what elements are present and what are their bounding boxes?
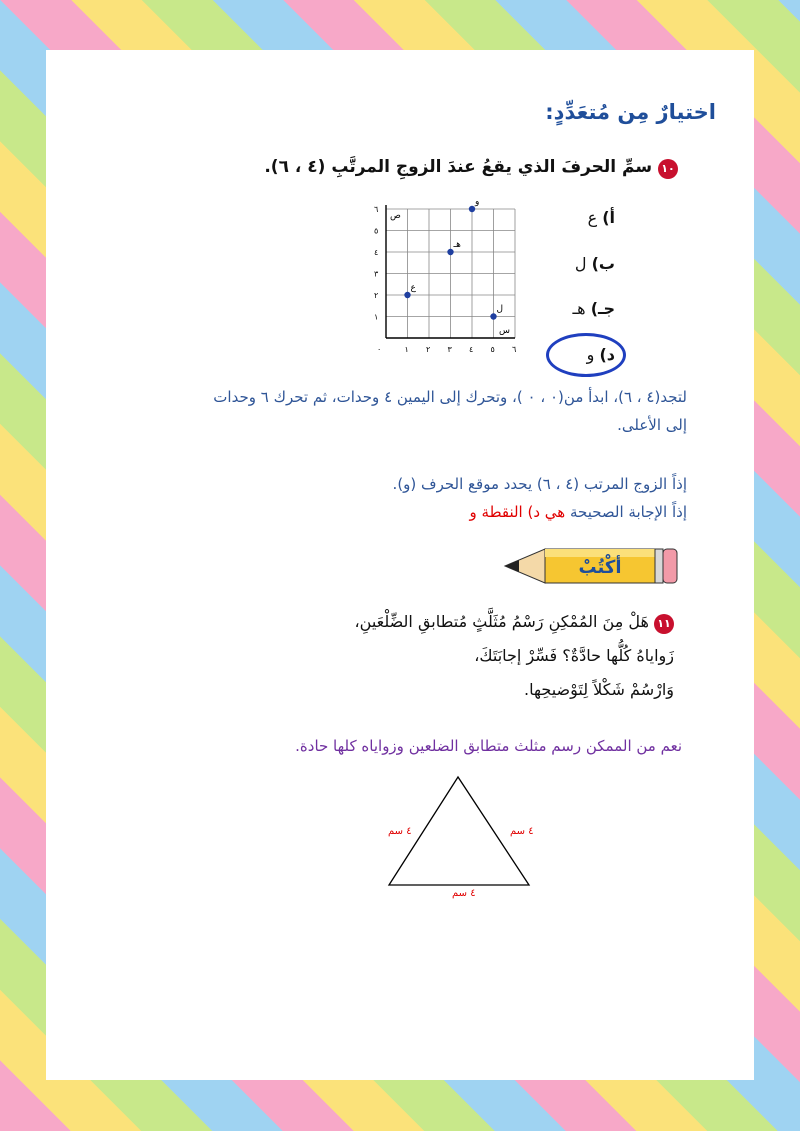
question-1 bbox=[264, 157, 678, 179]
option-c[interactable]: جـ) هـ bbox=[572, 299, 615, 318]
answer-2: نعم من الممكن رسم مثلث متطابق الضلعين وزواياه كلها حادة. bbox=[295, 737, 682, 755]
pencil-lead bbox=[505, 560, 519, 572]
section-title: اختيارٌ مِن مُتعَدِّدٍ: bbox=[545, 100, 716, 124]
x-tick-label: ١ bbox=[404, 345, 409, 354]
explanation-line-1: لتجد(٤ ، ٦)، ابدأ من(٠ ، ٠ )، وتحرك إلى اليمين ٤ وحدات، ثم تحرك ٦ وحدات bbox=[213, 388, 687, 406]
y-tick-label: ٦ bbox=[374, 205, 379, 214]
question-1-text: سمِّ الحرفَ الذي يقعُ عندَ الزوجِ المرتَّبِ (٤ ، ٦). bbox=[264, 157, 653, 177]
question-2 bbox=[354, 605, 674, 707]
triangle-right-side-label: ٤ سم bbox=[510, 826, 534, 837]
grid-point-label: و bbox=[475, 197, 480, 207]
question-2-line-2: زَواياهُ كُلُّها حادَّةٌ؟ فَسِّرْ إجابَتَكَ، bbox=[474, 646, 674, 665]
y-tick-label: ١ bbox=[374, 312, 379, 322]
pencil-ferrule bbox=[655, 549, 663, 583]
x-tick-label: ٠ bbox=[377, 345, 382, 354]
x-axis-label: س bbox=[499, 326, 510, 336]
explanation-line-2: إلى الأعلى. bbox=[617, 416, 687, 434]
option-d[interactable]: د) و bbox=[586, 345, 615, 364]
conclusion-line-1: إذاً الزوج المرتب (٤ ، ٦) يحدد موقع الحرف (و). bbox=[392, 475, 687, 493]
y-tick-label: ٥ bbox=[374, 226, 379, 236]
grid-point-label: ل bbox=[496, 304, 504, 315]
y-tick-label: ٢ bbox=[374, 291, 379, 300]
conclusion bbox=[107, 470, 687, 526]
y-tick-label: ٣ bbox=[374, 269, 379, 279]
question-2-line-3: وَارْسُمْ شَكْلاً لِتَوْضيحِها. bbox=[524, 680, 674, 699]
pencil-write-banner bbox=[505, 543, 680, 589]
y-axis-label: ص bbox=[390, 211, 401, 221]
pencil-eraser bbox=[663, 549, 677, 583]
explanation bbox=[107, 383, 687, 439]
y-tick-label: ٤ bbox=[374, 248, 379, 257]
x-tick-label: ٤ bbox=[469, 345, 474, 354]
x-tick-label: ٥ bbox=[490, 345, 495, 354]
grid-point-label: ع bbox=[410, 283, 416, 293]
x-tick-label: ٢ bbox=[426, 345, 431, 354]
option-b[interactable]: ب) ل bbox=[574, 254, 615, 273]
conclusion-line-2: إذاً الإجابة الصحيحة هي د) النقطة و bbox=[469, 503, 687, 521]
triangle-base-label: ٤ سم bbox=[452, 888, 476, 899]
coordinate-grid bbox=[362, 197, 522, 375]
write-label: أكْتُبْ bbox=[578, 557, 622, 578]
grid-point-label: هـ bbox=[453, 240, 461, 250]
question-number-badge: ١٠ bbox=[658, 159, 678, 179]
x-tick-label: ٦ bbox=[512, 345, 517, 354]
triangle-left-side-label: ٤ سم bbox=[388, 826, 412, 837]
option-a[interactable]: أ) ع bbox=[587, 208, 615, 227]
question-number-badge-2: ١١ bbox=[654, 614, 674, 634]
question-2-line-1: هَلْ مِنَ المُمْكِنِ رَسْمُ مُثَلَّثٍ مُتطابقِ الضِّلْعَينِ، bbox=[354, 612, 649, 631]
correct-answer: هي د) النقطة و bbox=[469, 503, 566, 521]
x-tick-label: ٣ bbox=[447, 345, 452, 354]
